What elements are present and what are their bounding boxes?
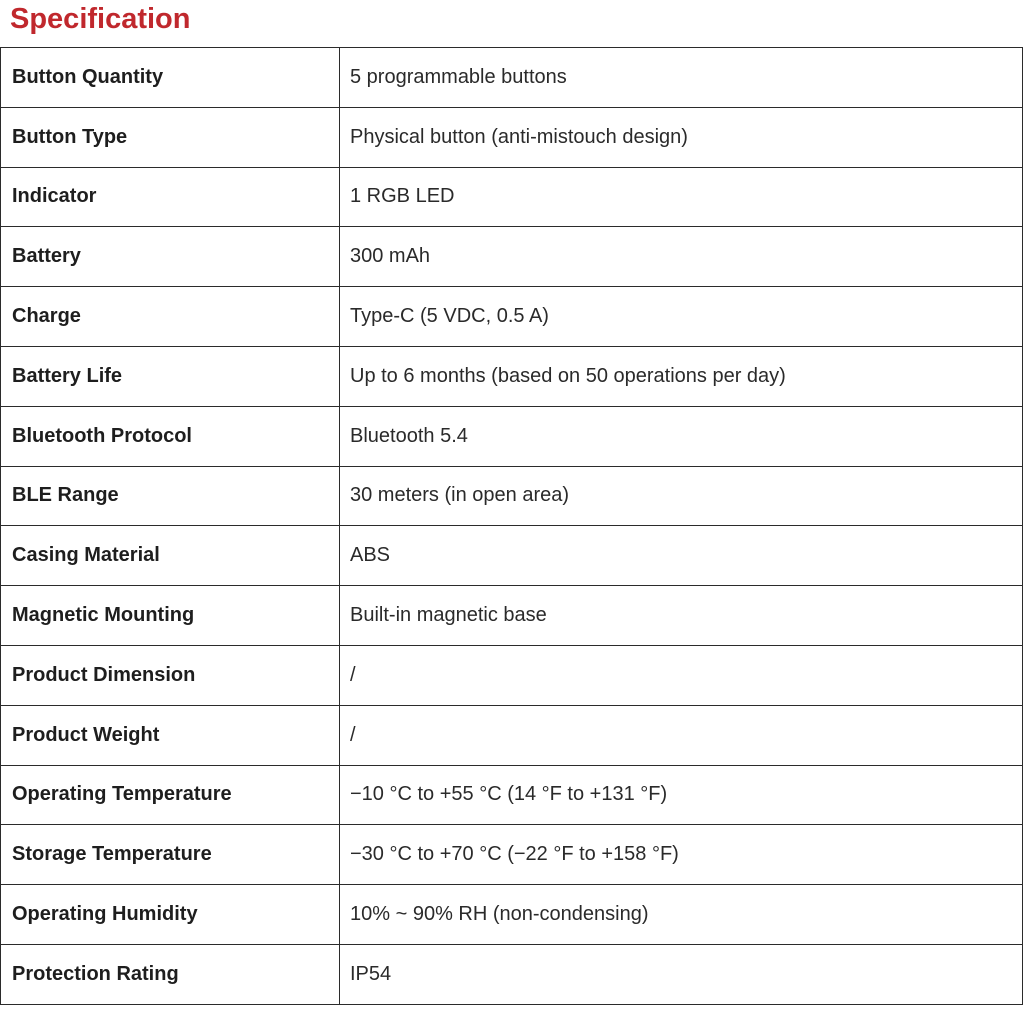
spec-label: BLE Range xyxy=(1,466,340,526)
spec-label: Battery xyxy=(1,227,340,287)
spec-label: Indicator xyxy=(1,167,340,227)
table-row xyxy=(1,346,1023,406)
table-row xyxy=(1,48,1023,108)
spec-value: −30 °C to +70 °C (−22 °F to +158 °F) xyxy=(340,825,1023,885)
spec-label: Operating Temperature xyxy=(1,765,340,825)
spec-value: 10% ~ 90% RH (non-condensing) xyxy=(340,885,1023,945)
spec-value: Bluetooth 5.4 xyxy=(340,406,1023,466)
spec-value: ABS xyxy=(340,526,1023,586)
table-row xyxy=(1,765,1023,825)
specification-table-body xyxy=(1,48,1023,1005)
spec-label: Charge xyxy=(1,287,340,347)
table-row xyxy=(1,645,1023,705)
spec-value: 300 mAh xyxy=(340,227,1023,287)
spec-label: Product Weight xyxy=(1,705,340,765)
table-row xyxy=(1,586,1023,646)
spec-value: 30 meters (in open area) xyxy=(340,466,1023,526)
specification-table xyxy=(0,47,1023,1005)
table-row xyxy=(1,885,1023,945)
table-row xyxy=(1,705,1023,765)
spec-label: Button Type xyxy=(1,107,340,167)
spec-label: Product Dimension xyxy=(1,645,340,705)
spec-value: Up to 6 months (based on 50 operations per day) xyxy=(340,346,1023,406)
table-row xyxy=(1,825,1023,885)
spec-value: Built-in magnetic base xyxy=(340,586,1023,646)
spec-value: 1 RGB LED xyxy=(340,167,1023,227)
spec-label: Protection Rating xyxy=(1,944,340,1004)
spec-value: −10 °C to +55 °C (14 °F to +131 °F) xyxy=(340,765,1023,825)
spec-value: 5 programmable buttons xyxy=(340,48,1023,108)
spec-label: Bluetooth Protocol xyxy=(1,406,340,466)
spec-value: / xyxy=(340,705,1023,765)
spec-label: Button Quantity xyxy=(1,48,340,108)
spec-value: Type-C (5 VDC, 0.5 A) xyxy=(340,287,1023,347)
spec-label: Casing Material xyxy=(1,526,340,586)
spec-value: Physical button (anti-mistouch design) xyxy=(340,107,1023,167)
spec-value: / xyxy=(340,645,1023,705)
table-row xyxy=(1,227,1023,287)
table-row xyxy=(1,107,1023,167)
spec-label: Storage Temperature xyxy=(1,825,340,885)
spec-label: Battery Life xyxy=(1,346,340,406)
table-row xyxy=(1,287,1023,347)
spec-label: Magnetic Mounting xyxy=(1,586,340,646)
table-row xyxy=(1,406,1023,466)
table-row xyxy=(1,944,1023,1004)
page-title: Specification xyxy=(10,3,191,35)
spec-value: IP54 xyxy=(340,944,1023,1004)
table-row xyxy=(1,167,1023,227)
table-row xyxy=(1,466,1023,526)
table-row xyxy=(1,526,1023,586)
spec-label: Operating Humidity xyxy=(1,885,340,945)
